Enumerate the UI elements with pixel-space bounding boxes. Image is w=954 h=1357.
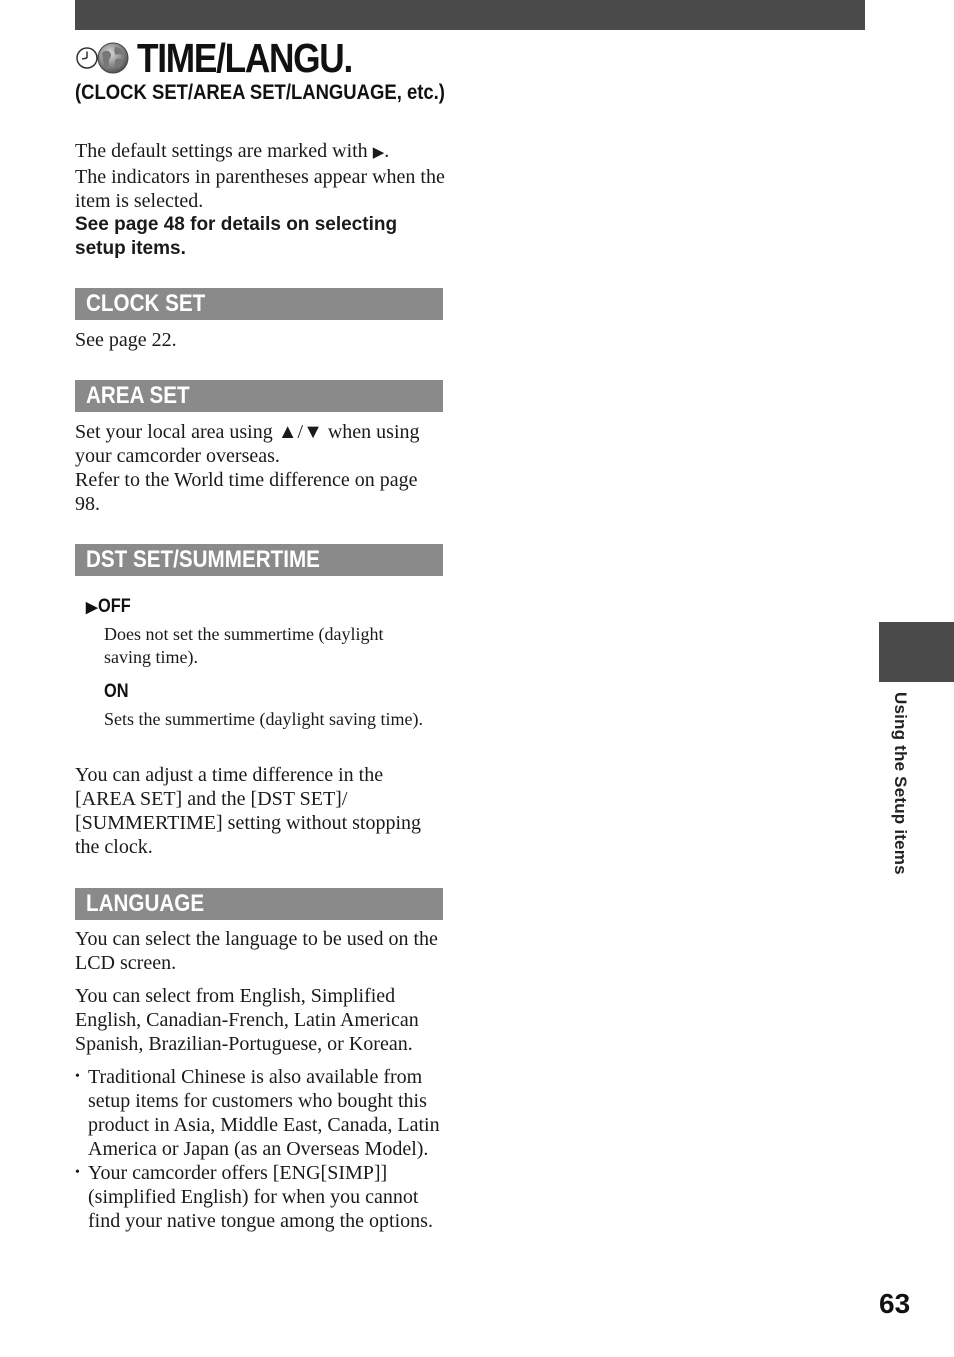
clock-set-text: See page 22. bbox=[75, 329, 177, 351]
option-on-label-row bbox=[104, 680, 133, 704]
title-icons bbox=[75, 38, 137, 78]
default-settings-note bbox=[75, 139, 445, 165]
language-text-1: You can select the language to be used on the LCD screen. bbox=[75, 928, 438, 974]
language-bullet-list bbox=[75, 1065, 447, 1233]
area-set-text-1: Set your local area using ▲/▼ when using your camcorder overseas. bbox=[75, 421, 420, 467]
list-item bbox=[75, 1065, 447, 1161]
top-bar bbox=[75, 0, 865, 30]
area-set-text-2: Refer to the World time difference on page 98. bbox=[75, 469, 418, 515]
default-marker-icon: ▶ bbox=[86, 599, 98, 616]
option-off-label-row bbox=[86, 595, 136, 620]
section-header-language bbox=[75, 888, 443, 920]
option-on-label: ON bbox=[104, 681, 129, 702]
option-off-label: OFF bbox=[97, 596, 131, 617]
default-marker-icon: ▶ bbox=[372, 145, 385, 161]
page-title: TIME/LANGU. bbox=[137, 34, 352, 81]
page-subtitle bbox=[75, 80, 455, 106]
page-number: 63 bbox=[879, 1288, 911, 1319]
default-note-after: . bbox=[384, 140, 390, 162]
bullet-icon: • bbox=[75, 1165, 80, 1180]
globe-icon bbox=[96, 41, 130, 75]
side-tab bbox=[879, 622, 954, 682]
section-title-area-set: AREA SET bbox=[86, 382, 190, 409]
list-item bbox=[75, 1161, 447, 1233]
section-header-clock-set bbox=[75, 288, 443, 320]
section-title-language: LANGUAGE bbox=[86, 890, 205, 917]
clock-set-text-block bbox=[75, 328, 445, 352]
dst-note-block bbox=[75, 763, 445, 859]
section-header-dst-set bbox=[75, 544, 443, 576]
bullet-text: Traditional Chinese is also available from setup items for customers who bought this product in Asia, Middle East, Canada, Latin America or Japan (as an Overseas Model). bbox=[88, 1066, 440, 1160]
section-title-clock-set: CLOCK SET bbox=[86, 290, 206, 317]
bullet-icon: • bbox=[75, 1069, 80, 1084]
option-on-description: Sets the summertime (daylight saving time). bbox=[104, 709, 423, 729]
option-off-description: Does not set the summertime (daylight saving time). bbox=[104, 624, 384, 667]
bullet-text: Your camcorder offers [ENG[SIMP]] (simplified English) for when you cannot find your native tongue among the options. bbox=[88, 1162, 433, 1232]
language-text-block bbox=[75, 927, 445, 1056]
default-note-before: The default settings are marked with bbox=[75, 140, 373, 162]
section-title-dst-set: DST SET/SUMMERTIME bbox=[86, 546, 320, 573]
page-subtitle-text: (CLOCK SET/AREA SET/LANGUAGE, etc.) bbox=[75, 81, 445, 104]
area-set-text-block bbox=[75, 420, 445, 516]
dst-note: You can adjust a time difference in the [AREA SET] and the [DST SET]/ [SUMMERTIME] setting without stopping the clock. bbox=[75, 764, 422, 858]
indicator-note: The indicators in parentheses appear when the item is selected. bbox=[75, 166, 445, 212]
section-header-area-set bbox=[75, 380, 443, 412]
intro-block bbox=[75, 139, 445, 261]
language-text-2: You can select from English, Simplified English, Canadian-French, Latin American Spanish, Brazilian-Portuguese, or Korean. bbox=[75, 985, 419, 1055]
page-title-row bbox=[75, 34, 387, 82]
side-section-label: Using the Setup items bbox=[891, 692, 910, 875]
see-page-note: See page 48 for details on selecting setup items. bbox=[75, 214, 398, 259]
